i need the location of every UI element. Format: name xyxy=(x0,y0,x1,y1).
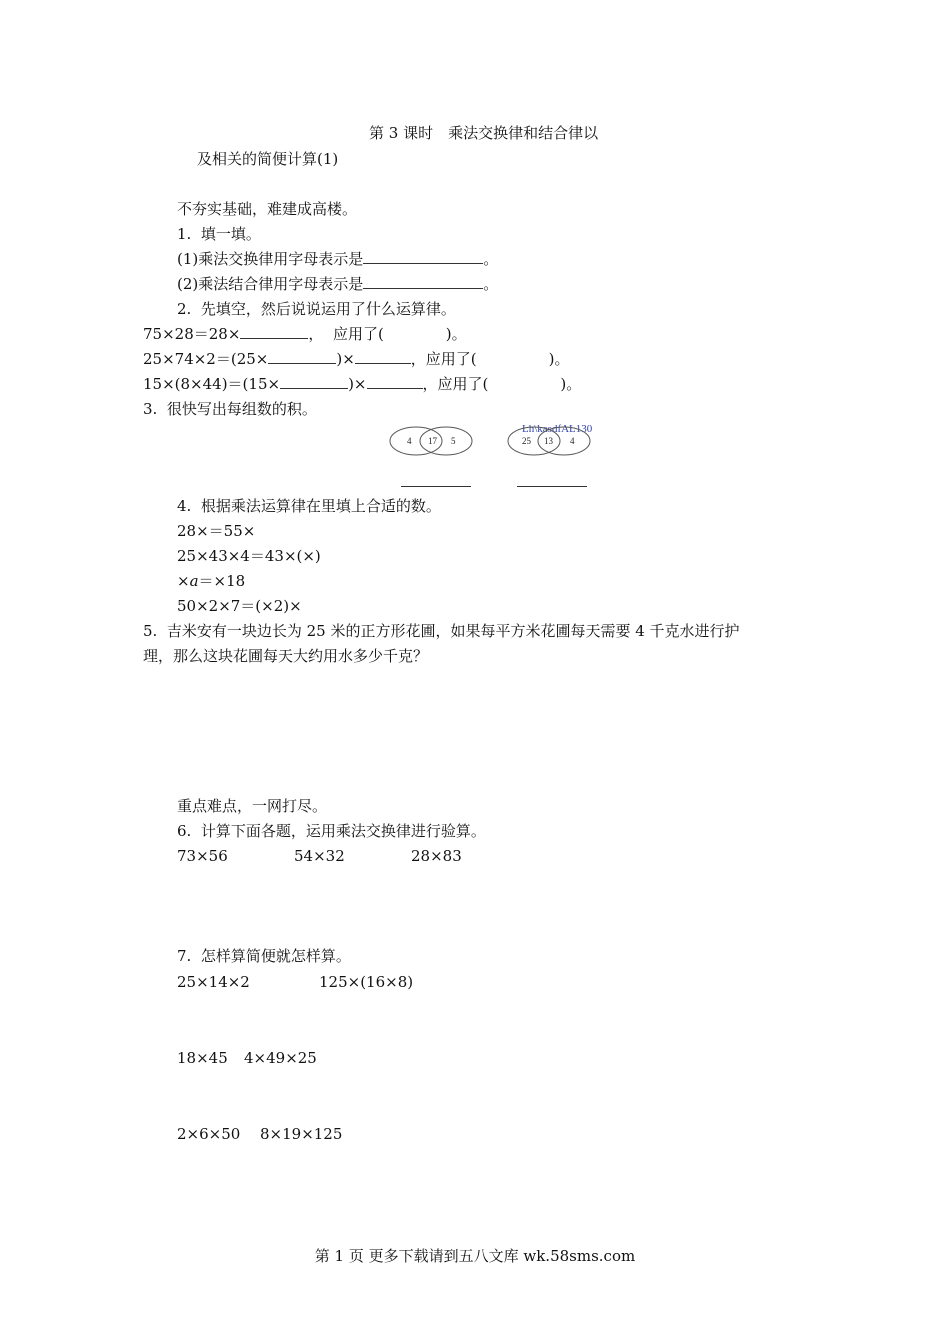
venn-1-center-number: 17 xyxy=(428,436,437,446)
question-1-item-2: (2)乘法结合律用字母表示是 。 xyxy=(177,275,499,293)
answer-blank[interactable] xyxy=(240,324,308,339)
question-7-expression-5: 2×6×50 xyxy=(177,1125,241,1143)
question-7-heading: 7. 怎样算简便就怎样算。 xyxy=(177,947,351,965)
question-4-line-2: 25×43×4＝43×(×) xyxy=(177,547,321,565)
question-2-row-2: 25×74×2＝(25× )× ，应用了( )。 xyxy=(143,350,570,368)
question-7-expression-3: 18×45 xyxy=(177,1049,228,1067)
question-5-line-1: 5. 吉米安有一块边长为 25 米的正方形花圃，如果每平方米花圃每天需要 4 千克水进行护 xyxy=(143,622,740,640)
venn-1-left-number: 4 xyxy=(407,436,412,446)
question-5-line-2: 理，那么这块花圃每天大约用水多少千克？ xyxy=(143,647,429,665)
question-4-line-1: 28×＝55× xyxy=(177,522,256,540)
question-6-expression-3: 28×83 xyxy=(411,847,462,865)
question-4-line-4: 50×2×7＝(×2)× xyxy=(177,597,302,615)
question-7-expression-2: 125×(16×8) xyxy=(319,973,414,991)
venn-diagram-2 xyxy=(506,424,596,458)
question-7-expression-6: 8×19×125 xyxy=(260,1125,343,1143)
venn-2-caption: Lh\kasdfAL130 xyxy=(522,423,593,435)
question-4-line-3: ×a＝×18 xyxy=(177,572,246,590)
question-6-expression-1: 73×56 xyxy=(177,847,228,865)
question-7-expression-1: 25×14×2 xyxy=(177,973,250,991)
answer-blank[interactable] xyxy=(363,249,483,264)
question-3-heading: 3. 很快写出每组数的积。 xyxy=(143,400,317,418)
question-6-heading: 6. 计算下面各题，运用乘法交换律进行验算。 xyxy=(177,822,486,840)
question-2-heading: 2. 先填空，然后说说运用了什么运算律。 xyxy=(177,300,456,318)
answer-blank[interactable] xyxy=(367,374,423,389)
venn-diagram-1 xyxy=(388,424,478,458)
title-line-2: 及相关的简便计算(1) xyxy=(197,150,339,168)
answer-blank[interactable] xyxy=(355,349,411,364)
question-7-expression-4: 4×49×25 xyxy=(244,1049,317,1067)
question-4-heading: 4. 根据乘法运算律在里填上合适的数。 xyxy=(177,497,441,515)
question-2-row-3: 15×(8×44)＝(15× )× ，应用了( )。 xyxy=(143,375,582,393)
answer-line-venn-2[interactable] xyxy=(517,486,587,487)
question-1-heading: 1. 填一填。 xyxy=(177,225,261,243)
answer-blank[interactable] xyxy=(363,274,483,289)
venn-2-center-number: 13 xyxy=(544,436,553,446)
title-line-1: 第 3 课时 乘法交换律和结合律以 xyxy=(369,124,599,142)
question-6-expression-2: 54×32 xyxy=(294,847,345,865)
venn-2-left-number: 25 xyxy=(522,436,531,446)
question-1-item-1: (1)乘法交换律用字母表示是 。 xyxy=(177,250,499,268)
page-footer: 第 1 页 更多下载请到五八文库 wk.58sms.com xyxy=(314,1247,636,1265)
section-heading-basics: 不夯实基础，难建成高楼。 xyxy=(177,200,358,218)
venn-2-right-number: 4 xyxy=(570,436,575,446)
venn-1-right-number: 5 xyxy=(451,436,456,446)
question-2-row-1: 75×28＝28× ， 应用了( )。 xyxy=(143,325,467,343)
section-heading-key-points: 重点难点，一网打尽。 xyxy=(177,797,328,815)
answer-blank[interactable] xyxy=(280,374,348,389)
answer-blank[interactable] xyxy=(268,349,336,364)
answer-line-venn-1[interactable] xyxy=(401,486,471,487)
